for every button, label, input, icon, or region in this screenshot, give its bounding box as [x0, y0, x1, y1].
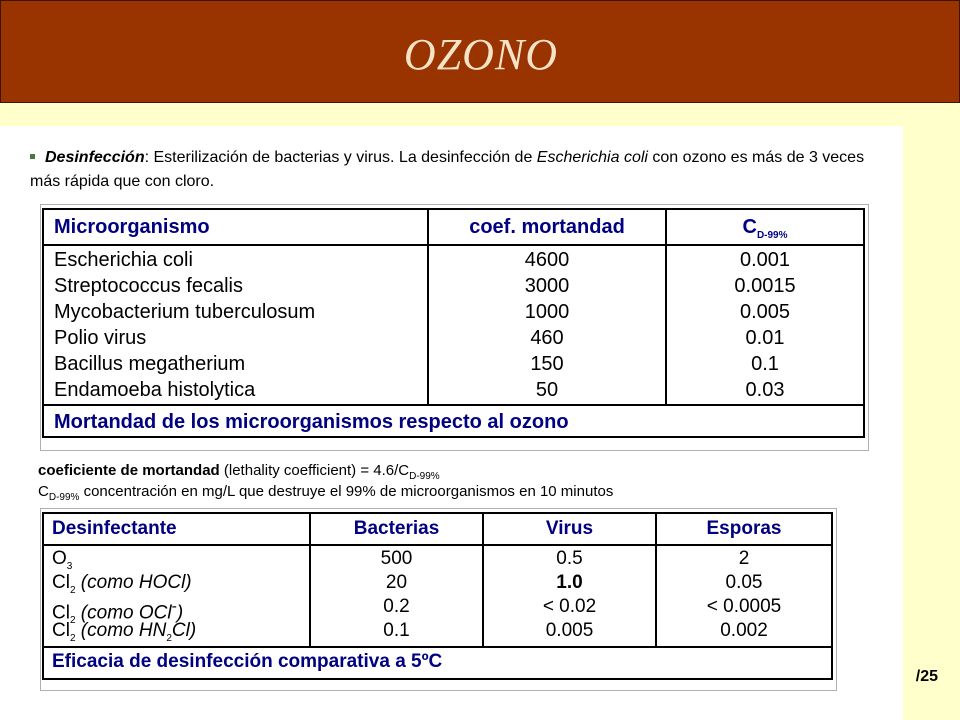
table-row-cd: 0.1: [751, 353, 779, 375]
table-row-coef: 1000: [524, 301, 570, 323]
col-header-virus: Virus: [545, 518, 594, 539]
table-row-coef: 460: [530, 327, 564, 349]
table-row-disinfectant: $Cl_2$ (como $HN_2Cl$): [52, 620, 197, 644]
bullet-organism: Escherichia coli: [536, 149, 648, 166]
table-row-name: Escherichia coli: [54, 249, 193, 271]
table-row-spores: 0.002: [720, 620, 768, 641]
col-header-microorganism: Microorganismo: [54, 216, 210, 238]
table-row-name: Streptococcus fecalis: [54, 275, 243, 297]
table-row-name: Mycobacterium tuberculosum: [54, 301, 316, 323]
title-bar: [0, 0, 960, 103]
bullet-label: Desinfección: [45, 149, 145, 166]
table-row-name: Endamoeba histolytica: [54, 379, 256, 401]
table-row-disinfectant: $Cl_2$ (como HOCl): [52, 572, 192, 596]
bullet-paragraph: [30, 146, 896, 194]
bullet-text-b: con ozono es más de 3 veces más rápida que con cloro.: [30, 149, 865, 190]
formula-definition: [38, 482, 878, 508]
table-row-bacteria: 0.2: [383, 596, 410, 617]
table-row-spores: 0.05: [725, 572, 763, 593]
definition-text: concentración en mg/L que destruye el 99% de microorganismos en 10 minutos: [79, 483, 614, 500]
table-row-disinfectant: $O_3$: [52, 548, 73, 572]
table-row-cd: 0.0015: [734, 275, 796, 297]
table-row-bacteria: 20: [385, 572, 408, 593]
table-row-disinfectant: $Cl_2$ (como OCl-): [52, 598, 184, 627]
table-row-coef: 4600: [524, 249, 570, 271]
col-header-disinfectant: Desinfectante: [52, 518, 177, 539]
table-row-name: Polio virus: [54, 327, 147, 349]
definition-sub: D-99%: [48, 492, 80, 503]
mortality-table: [42, 208, 865, 438]
table-row-cd: 0.01: [745, 327, 785, 349]
bullet-square-icon: [30, 154, 35, 159]
table-row-coef: 150: [530, 353, 564, 375]
formula-text: (lethality coefficient) = 4.6/C: [219, 462, 410, 479]
table-row-cd: 0.03: [745, 379, 785, 401]
table-row-coef: 3000: [524, 275, 570, 297]
col-header-bacteria: Bacterias: [353, 518, 440, 539]
disinfectant-table: [42, 512, 833, 680]
table1-caption: Mortandad de los microorganismos respecto al ozono: [54, 411, 569, 433]
slide-title: OZONO: [403, 30, 559, 79]
table2-caption: Eficacia de desinfección comparativa a 5ºC: [52, 651, 443, 672]
formula-sub: D-99%: [409, 471, 440, 482]
table-row-spores: < 0.0005: [706, 596, 782, 617]
table-row-bacteria: 500: [380, 548, 413, 569]
col-header-cd99: $C_{D-99\%}$: [742, 216, 788, 241]
table-row-virus: 1.0: [556, 572, 583, 593]
table-row-virus: 0.5: [556, 548, 583, 569]
col-header-coef: coef. mortandad: [469, 216, 625, 238]
mortality-table-frame: [40, 204, 869, 451]
col-header-spores: Esporas: [706, 518, 782, 539]
table-row-bacteria: 0.1: [383, 620, 410, 641]
formula-term: coeficiente de mortandad: [38, 462, 220, 479]
definition-c: C: [38, 483, 49, 500]
table-row-virus: < 0.02: [542, 596, 597, 617]
disinfectant-table-frame: [40, 508, 837, 691]
table-row-coef: 50: [535, 379, 559, 401]
table-row-cd: 0.005: [739, 301, 791, 323]
table-row-virus: 0.005: [545, 620, 594, 641]
table-row-cd: 0.001: [739, 249, 791, 271]
table-row-name: Bacillus megatherium: [54, 353, 246, 375]
bullet-text-a: : Esterilización de bacterias y virus. La desinfección de: [144, 149, 537, 166]
page-number: /25: [915, 668, 938, 685]
table-row-spores: 2: [738, 548, 750, 569]
